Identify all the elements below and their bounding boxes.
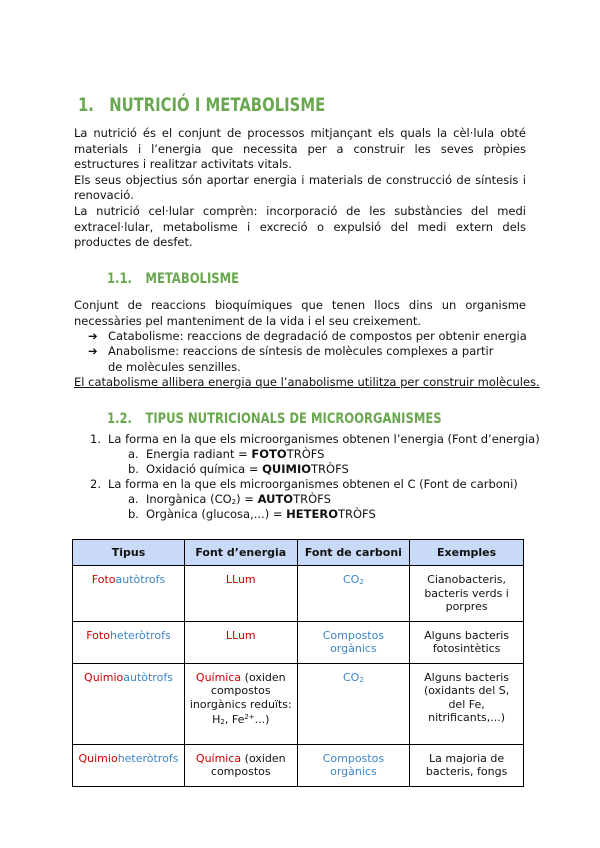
energy-term: Química — [195, 670, 242, 684]
energy-cell — [184, 744, 297, 786]
list-item-1 — [90, 432, 540, 448]
energy-term: Química — [195, 751, 242, 765]
list-text-rest: TRÒFS — [311, 462, 349, 476]
list-marker: b. — [128, 462, 139, 476]
column-header: Font d’energia — [184, 540, 297, 566]
superscript: 2+ — [244, 713, 255, 721]
heading-1-2-title: TIPUS NUTRICIONALS DE MICROORGANISMES — [145, 411, 442, 427]
heading-1-1-title: METABOLISME — [145, 271, 240, 287]
column-header: Font de carboni — [297, 540, 410, 566]
energy-text: ...) — [254, 713, 270, 726]
list-item-2 — [90, 477, 518, 493]
type-suffix: autòtrofs — [123, 670, 173, 684]
energy-text: (oxiden compostos — [210, 751, 286, 778]
energy-cell: LLum — [184, 621, 297, 663]
carbon-cell — [297, 566, 410, 622]
list-marker: a. — [128, 447, 139, 461]
carbon-cell: Compostos orgànics — [297, 744, 410, 786]
list-marker: a. — [128, 492, 139, 506]
subscript: 2 — [359, 675, 364, 684]
list-text: La forma en la que els microorganismes obtenen el C (Font de carboni) — [108, 477, 518, 491]
arrow-icon: ➔ — [88, 329, 98, 343]
example-cell: La majoria de bacteris, fongs — [410, 744, 524, 786]
subscript: 2 — [231, 498, 237, 506]
table-row — [73, 744, 524, 786]
list-item-1a — [128, 447, 324, 463]
type-cell — [73, 566, 185, 622]
energy-text: , Fe — [224, 713, 245, 726]
list-item-1b — [128, 462, 349, 478]
type-cell — [73, 621, 185, 663]
heading-1-1 — [107, 271, 239, 287]
list-text-rest: TRÒFS — [293, 492, 331, 506]
list-text: ) = — [236, 492, 258, 506]
energy-cell: LLum — [184, 566, 297, 622]
heading-1 — [78, 94, 325, 116]
heading-1-title: NUTRICIÓ I METABOLISME — [109, 94, 326, 116]
table-row — [73, 663, 524, 744]
type-cell — [73, 663, 185, 744]
bold-term: QUIMIO — [262, 462, 312, 476]
intro-paragraph: La nutrició és el conjunt de processos mitjançant els quals la cèl·lula obté materials i l’energia que necessita per a construir les seves pròpies estructures i realitzar activitats vitals. — [74, 126, 526, 172]
carbon-text: CO — [342, 573, 360, 586]
bullet-text: Anabolisme: reaccions de síntesis de molècules complexes a partir de molècules senzilles. — [108, 344, 494, 374]
table-header-row — [73, 540, 524, 566]
heading-1-1-number: 1.1. — [107, 271, 132, 287]
type-suffix: heteròtrofs — [109, 628, 171, 642]
energy-cell — [184, 663, 297, 744]
arrow-icon: ➔ — [88, 344, 98, 358]
list-marker: 2. — [90, 477, 101, 491]
example-cell: Alguns bacteris fotosintètics — [410, 621, 524, 663]
column-header: Exemples — [410, 540, 524, 566]
metabolism-definition: Conjunt de reaccions bioquímiques que tenen llocs dins un organisme necessàries pel manteniment de la vida i el seu creixement. — [74, 298, 526, 328]
bullet-anabolism — [88, 344, 508, 375]
carbon-text: CO — [342, 670, 360, 684]
type-prefix: Foto — [91, 573, 116, 586]
example-cell: Alguns bacteris (oxidants del S, del Fe, nitrificants,...) — [410, 663, 524, 744]
list-text: Energia radiant = — [146, 447, 252, 461]
list-text-rest: TRÒFS — [286, 447, 325, 461]
column-header: Tipus — [73, 540, 185, 566]
list-text: Orgànica (glucosa,...) = — [146, 507, 287, 521]
list-item-2b — [128, 507, 376, 523]
list-text: La forma en la que els microorganismes obtenen l’energia (Font d’energia) — [108, 432, 540, 446]
intro-paragraph: La nutrició cel·lular comprèn: incorporació de les substàncies del medi extracel·lular, metabolisme i excreció o expulsió del medi extern dels productes de desfet. — [74, 203, 526, 250]
list-marker: b. — [128, 507, 139, 521]
bullet-text: Catabolisme: reaccions de degradació de compostos per obtenir energia — [108, 329, 527, 343]
nutrition-types-table — [72, 539, 524, 787]
carbon-cell — [297, 663, 410, 744]
type-prefix: Quimio — [84, 670, 124, 684]
type-prefix: Quimio — [78, 751, 118, 765]
table-row — [73, 566, 524, 622]
bold-term: HETERO — [286, 507, 338, 521]
list-text: Oxidació química = — [146, 462, 263, 476]
list-text-rest: TRÒFS — [337, 507, 376, 521]
table-row — [73, 621, 524, 663]
type-prefix: Foto — [86, 628, 110, 642]
subscript: 2 — [220, 718, 225, 726]
bold-term: FOTO — [251, 447, 287, 461]
energy-text: (oxiden compostos inorgànics reduïts: H — [189, 670, 292, 726]
carbon-cell: Compostos orgànics — [297, 621, 410, 663]
list-marker: 1. — [90, 432, 101, 446]
subscript: 2 — [359, 578, 364, 586]
bold-term: AUTO — [257, 492, 294, 506]
intro-paragraphs — [74, 126, 526, 251]
type-suffix: autòtrofs — [115, 573, 166, 586]
example-cell: Cianobacteris, bacteris verds i porpres — [410, 566, 524, 622]
heading-1-2-number: 1.2. — [107, 411, 132, 427]
heading-1-number: 1. — [78, 94, 94, 116]
bullet-catabolism — [88, 329, 527, 345]
intro-paragraph: Els seus objectius són aportar energia i materials de construcció de síntesis i renovació. — [74, 172, 526, 203]
heading-1-2 — [107, 411, 442, 427]
type-cell — [73, 744, 185, 786]
type-suffix: heteròtrofs — [117, 751, 179, 765]
underlined-statement: El catabolisme allibera energia que l’anabolisme utilitza per construir molècules. — [74, 375, 540, 389]
list-text: Inorgànica (CO — [146, 492, 232, 506]
